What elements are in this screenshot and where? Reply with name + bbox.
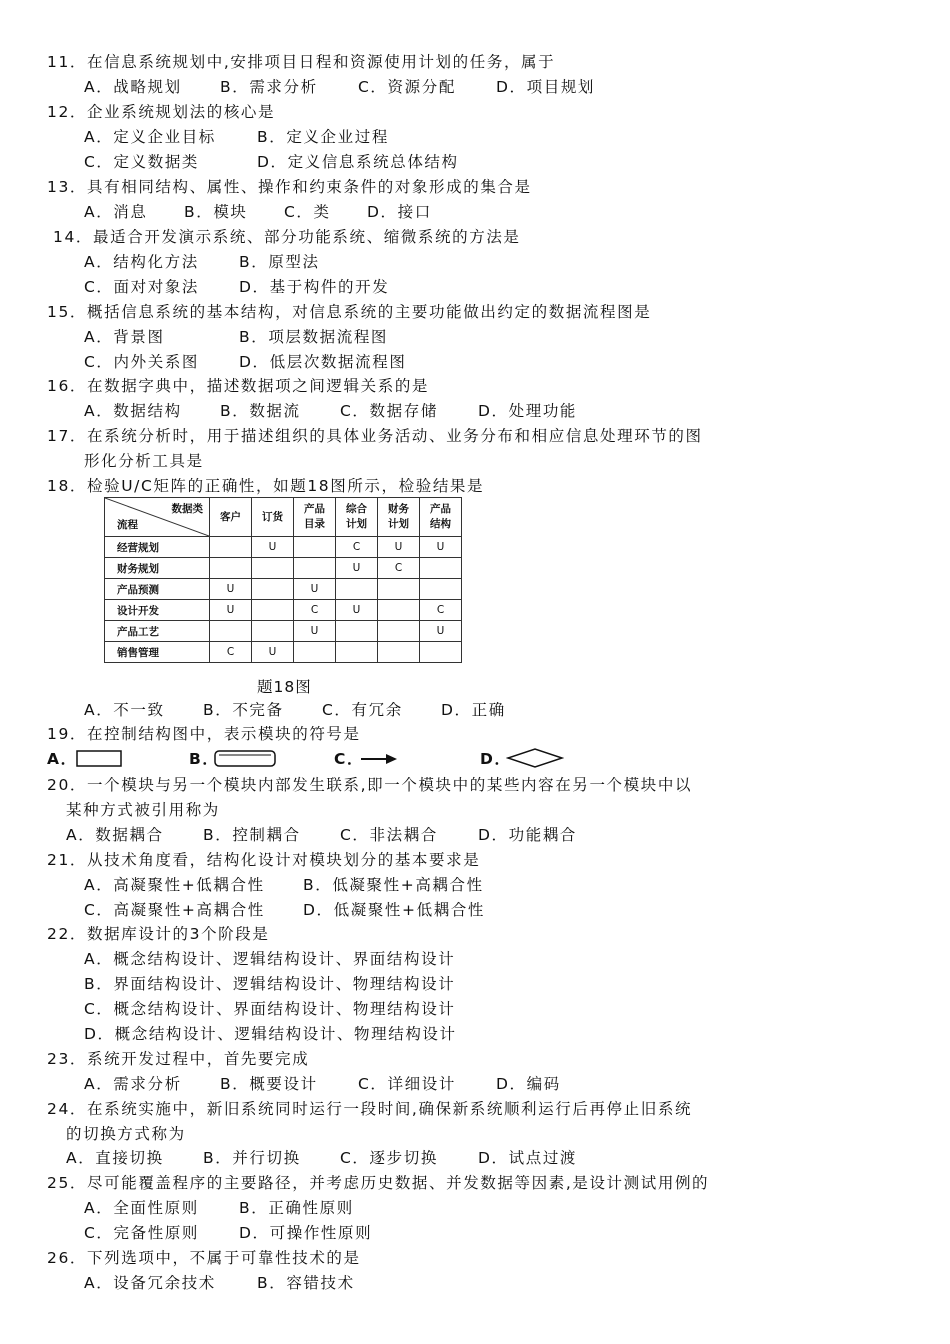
matrix-cell — [210, 558, 252, 579]
q22-option-c: C．概念结构设计、界面结构设计、物理结构设计 — [84, 1000, 456, 1018]
q20-option-d: D．功能耦合 — [478, 826, 578, 844]
q23-option-b: B．概要设计 — [220, 1075, 318, 1093]
q11-option-b: B．需求分析 — [220, 78, 318, 96]
q18-option-c: C．有冗余 — [322, 701, 403, 719]
q15-option-c: C．内外关系图 — [84, 353, 200, 371]
q14-option-b: B．原型法 — [239, 253, 320, 271]
matrix-cell — [210, 537, 252, 558]
q15-option-b: B．项层数据流程图 — [239, 328, 389, 346]
q18-option-b: B．不完备 — [203, 701, 284, 719]
q13-option-d: D．接口 — [367, 203, 432, 221]
q21-option-c: C．高凝聚性+高耦合性 — [84, 901, 265, 919]
q26-option-b: B．容错技术 — [257, 1274, 355, 1292]
matrix-cell — [336, 621, 378, 642]
matrix-cell — [378, 621, 420, 642]
q24-option-d: D．试点过渡 — [478, 1149, 578, 1167]
row-header: 设计开发 — [105, 600, 210, 621]
matrix-cell — [252, 579, 294, 600]
matrix-cell — [378, 600, 420, 621]
q25-option-b: B．正确性原则 — [239, 1199, 354, 1217]
q18-option-d: D．正确 — [441, 701, 506, 719]
table-row — [105, 579, 462, 600]
q24-stem: 24．在系统实施中，新旧系统同时运行一段时间,确保新系统顺利运行后再停止旧系统 — [47, 1100, 693, 1118]
q20-option-a: A．数据耦合 — [66, 826, 164, 844]
row-header: 产品预测 — [105, 579, 210, 600]
q19-option-b: B． — [189, 750, 220, 768]
q23-option-d: D．编码 — [496, 1075, 561, 1093]
matrix-cell — [252, 600, 294, 621]
q18-stem: 18．检验U/C矩阵的正确性，如题18图所示，检验结果是 — [47, 477, 485, 495]
q25-stem: 25．尽可能覆盖程序的主要路径，并考虑历史数据、并发数据等因素,是设计测试用例的 — [47, 1174, 710, 1192]
matrix-cell: U — [294, 621, 336, 642]
table-row — [105, 600, 462, 621]
q22-option-a: A．概念结构设计、逻辑结构设计、界面结构设计 — [84, 950, 456, 968]
q23-stem: 23．系统开发过程中，首先要完成 — [47, 1050, 310, 1068]
q19-option-c: C． — [334, 750, 365, 768]
table-row — [105, 621, 462, 642]
figure-caption: 题18图 — [257, 678, 312, 696]
q17-stem-continued: 形化分析工具是 — [84, 452, 204, 470]
q19-option-d: D． — [480, 750, 512, 768]
column-header-customer: 客户 — [210, 498, 252, 537]
q22-stem: 22．数据库设计的3个阶段是 — [47, 925, 270, 943]
table-row — [105, 558, 462, 579]
q24-option-a: A．直接切换 — [66, 1149, 164, 1167]
q15-option-d: D．低层次数据流程图 — [239, 353, 407, 371]
q20-stem-continued: 某种方式被引用称为 — [66, 801, 220, 819]
q21-option-a: A．高凝聚性+低耦合性 — [84, 876, 265, 894]
row-header: 财务规划 — [105, 558, 210, 579]
q25-option-a: A．全面性原则 — [84, 1199, 199, 1217]
matrix-cell: U — [294, 579, 336, 600]
matrix-cell — [420, 579, 462, 600]
matrix-cell — [378, 642, 420, 663]
q11-option-d: D．项目规划 — [496, 78, 596, 96]
q24-option-c: C．逐步切换 — [340, 1149, 438, 1167]
q13-option-a: A．消息 — [84, 203, 148, 221]
diamond-shape-icon — [506, 747, 564, 773]
row-header: 经营规划 — [105, 537, 210, 558]
matrix-cell: C — [378, 558, 420, 579]
q24-stem-continued: 的切换方式称为 — [66, 1125, 186, 1143]
matrix-cell — [252, 621, 294, 642]
q11-stem: 11．在信息系统规划中,安排项目日程和资源使用计划的任务，属于 — [47, 53, 556, 71]
corner-label-process: 流程 — [117, 519, 138, 531]
matrix-cell: C — [210, 642, 252, 663]
matrix-cell: C — [294, 600, 336, 621]
q16-option-c: C．数据存储 — [340, 402, 438, 420]
q14-stem: 14．最适合开发演示系统、部分功能系统、缩微系统的方法是 — [53, 228, 521, 246]
matrix-cell — [294, 558, 336, 579]
q15-option-a: A．背景图 — [84, 328, 165, 346]
q21-option-d: D．低凝聚性+低耦合性 — [303, 901, 486, 919]
matrix-cell: U — [252, 537, 294, 558]
row-header: 销售管理 — [105, 642, 210, 663]
q15-stem: 15．概括信息系统的基本结构，对信息系统的主要功能做出约定的数据流程图是 — [47, 303, 652, 321]
corner-label-data-class: 数据类 — [171, 503, 203, 515]
matrix-cell — [336, 642, 378, 663]
matrix-cell — [252, 558, 294, 579]
q23-option-a: A．需求分析 — [84, 1075, 182, 1093]
uc-matrix-corner-cell — [105, 498, 210, 537]
q22-option-d: D．概念结构设计、逻辑结构设计、物理结构设计 — [84, 1025, 457, 1043]
q25-option-d: D．可操作性原则 — [239, 1224, 373, 1242]
q14-option-d: D．基于构件的开发 — [239, 278, 390, 296]
column-header-product-catalog: 产品 目录 — [294, 498, 336, 537]
q17-stem: 17．在系统分析时，用于描述组织的具体业务活动、业务分布和相应信息处理环节的图 — [47, 427, 703, 445]
matrix-cell: U — [420, 621, 462, 642]
q16-option-d: D．处理功能 — [478, 402, 578, 420]
q20-option-c: C．非法耦合 — [340, 826, 438, 844]
q25-option-c: C．完备性原则 — [84, 1224, 200, 1242]
matrix-cell — [420, 558, 462, 579]
column-header-integrated-plan: 综合 计划 — [336, 498, 378, 537]
matrix-cell: C — [420, 600, 462, 621]
q11-option-c: C．资源分配 — [358, 78, 456, 96]
q13-option-b: B．模块 — [184, 203, 248, 221]
row-header: 产品工艺 — [105, 621, 210, 642]
q22-option-b: B．界面结构设计、逻辑结构设计、物理结构设计 — [84, 975, 456, 993]
q18-option-a: A．不一致 — [84, 701, 165, 719]
q12-option-c: C．定义数据类 — [84, 153, 200, 171]
q24-option-b: B．并行切换 — [203, 1149, 301, 1167]
matrix-cell: U — [420, 537, 462, 558]
table-row — [105, 537, 462, 558]
q16-stem: 16．在数据字典中，描述数据项之间逻辑关系的是 — [47, 377, 430, 395]
q12-option-b: B．定义企业过程 — [257, 128, 389, 146]
q14-option-a: A．结构化方法 — [84, 253, 199, 271]
matrix-cell: U — [336, 558, 378, 579]
uc-matrix-header-row — [105, 498, 462, 537]
matrix-cell — [294, 642, 336, 663]
q12-option-a: A．定义企业目标 — [84, 128, 216, 146]
q20-option-b: B．控制耦合 — [203, 826, 301, 844]
q11-option-a: A．战略规划 — [84, 78, 182, 96]
q16-option-b: B．数据流 — [220, 402, 301, 420]
q19-option-a: A． — [47, 750, 78, 768]
q21-option-b: B．低凝聚性+高耦合性 — [303, 876, 484, 894]
matrix-cell: U — [210, 579, 252, 600]
q26-option-a: A．设备冗余技术 — [84, 1274, 216, 1292]
matrix-cell — [294, 537, 336, 558]
column-header-order: 订货 — [252, 498, 294, 537]
q19-stem: 19．在控制结构图中，表示模块的符号是 — [47, 725, 361, 743]
column-header-product-structure: 产品 结构 — [420, 498, 462, 537]
arrow-shape-icon — [360, 751, 398, 770]
matrix-cell — [420, 642, 462, 663]
matrix-cell: U — [336, 600, 378, 621]
q21-stem: 21．从技术角度看，结构化设计对模块划分的基本要求是 — [47, 851, 481, 869]
q13-stem: 13．具有相同结构、属性、操作和约束条件的对象形成的集合是 — [47, 178, 532, 196]
q13-option-c: C．类 — [284, 203, 331, 221]
matrix-cell — [378, 579, 420, 600]
rounded-bar-shape-icon — [214, 750, 276, 771]
table-row — [105, 642, 462, 663]
matrix-cell: U — [252, 642, 294, 663]
matrix-cell: U — [210, 600, 252, 621]
q16-option-a: A．数据结构 — [84, 402, 182, 420]
uc-matrix-table — [104, 497, 462, 663]
column-header-financial-plan: 财务 计划 — [378, 498, 420, 537]
matrix-cell — [210, 621, 252, 642]
rectangle-shape-icon — [76, 750, 122, 771]
q12-option-d: D．定义信息系统总体结构 — [257, 153, 459, 171]
q14-option-c: C．面对对象法 — [84, 278, 200, 296]
q26-stem: 26．下列选项中，不属于可靠性技术的是 — [47, 1249, 361, 1267]
matrix-cell — [336, 579, 378, 600]
matrix-cell: C — [336, 537, 378, 558]
q23-option-c: C．详细设计 — [358, 1075, 456, 1093]
q12-stem: 12．企业系统规划法的核心是 — [47, 103, 276, 121]
q20-stem: 20．一个模块与另一个模块内部发生联系,即一个模块中的某些内容在另一个模块中以 — [47, 776, 693, 794]
matrix-cell: U — [378, 537, 420, 558]
